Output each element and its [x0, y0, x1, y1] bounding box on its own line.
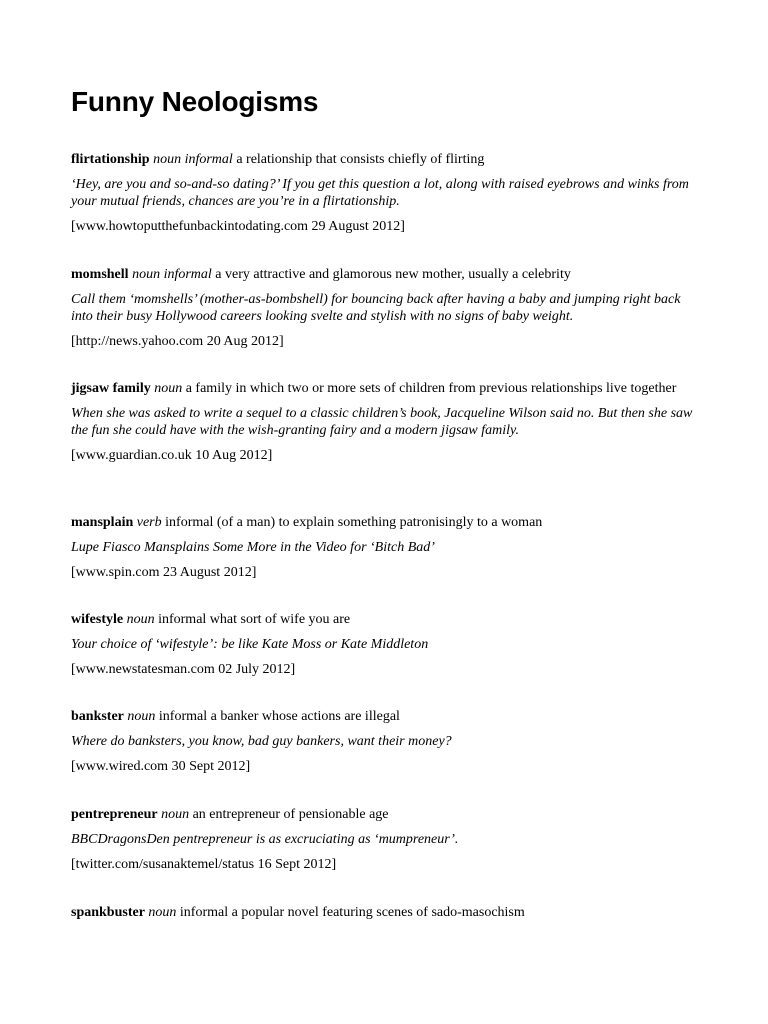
- example-quote: Your choice of ‘wifestyle’: be like Kate Moss or Kate Middleton: [71, 637, 429, 652]
- citation-source: [www.newstatesman.com 02 July 2012]: [71, 662, 296, 677]
- definition-line: [71, 380, 701, 397]
- headword: pentrepreneur: [71, 807, 158, 822]
- headword: flirtationship: [71, 152, 150, 167]
- entry-wifestyle: [71, 611, 701, 678]
- entry-pentrepreneur: [71, 806, 701, 873]
- citation-source: [www.howtoputthefunbackintodating.com 29 August 2012]: [71, 219, 405, 234]
- citation-source: [www.spin.com 23 August 2012]: [71, 565, 257, 580]
- definition: a very attractive and glamorous new mother, usually a celebrity: [211, 267, 571, 282]
- part-of-speech: noun: [154, 381, 183, 396]
- headword: bankster: [71, 709, 124, 724]
- definition-line: [71, 514, 701, 531]
- definition: informal (of a man) to explain something patronisingly to a woman: [161, 515, 543, 530]
- definition-line: [71, 806, 701, 823]
- definition-line: [71, 611, 701, 628]
- entry-bankster: [71, 708, 701, 775]
- part-of-speech: noun: [126, 612, 155, 627]
- definition-line: [71, 708, 701, 725]
- example-quote: Call them ‘momshells’ (mother-as-bombshell) for bouncing back after having a baby and jumping right back into their busy Hollywood careers looking svelte and stylish with no signs of baby weight.: [71, 292, 681, 324]
- entry-spankbuster: [71, 904, 701, 929]
- definition: a relationship that consists chiefly of flirting: [232, 152, 485, 167]
- entry-jigsaw-family: [71, 380, 701, 464]
- citation-source: [www.wired.com 30 Sept 2012]: [71, 759, 251, 774]
- headword: spankbuster: [71, 905, 145, 920]
- headword: momshell: [71, 267, 129, 282]
- entry-flirtationship: [71, 151, 701, 235]
- example-quote: ‘Hey, are you and so-and-so dating?’ If you get this question a lot, along with raised eyebrows and winks from your mutual friends, chances are you’re in a flirtationship.: [71, 177, 689, 209]
- headword: wifestyle: [71, 612, 124, 627]
- part-of-speech: verb: [136, 515, 162, 530]
- definition: informal a popular novel featuring scenes of sado-masochism: [176, 905, 525, 920]
- part-of-speech: noun: [127, 709, 156, 724]
- example-quote: Lupe Fiasco Mansplains Some More in the Video for ‘Bitch Bad’: [71, 540, 435, 555]
- headword: mansplain: [71, 515, 134, 530]
- citation-source: [www.guardian.co.uk 10 Aug 2012]: [71, 448, 273, 463]
- definition-line: [71, 151, 701, 168]
- part-of-speech: noun informal: [153, 152, 233, 167]
- entry-momshell: [71, 266, 701, 350]
- definition-line: [71, 904, 701, 921]
- example-quote: BBCDragonsDen pentrepreneur is as excruciating as ‘mumpreneur’.: [71, 832, 459, 847]
- definition-line: [71, 266, 701, 283]
- citation-source: [twitter.com/susanaktemel/status 16 Sept 2012]: [71, 857, 337, 872]
- part-of-speech: noun: [161, 807, 190, 822]
- example-quote: Where do banksters, you know, bad guy bankers, want their money?: [71, 734, 452, 749]
- example-quote: When she was asked to write a sequel to a classic children’s book, Jacqueline Wilson said no. But then she saw the fun she could have with the wish-granting fairy and a modern jigsaw family.: [71, 406, 693, 438]
- citation-source: [http://news.yahoo.com 20 Aug 2012]: [71, 334, 284, 349]
- definition: informal what sort of wife you are: [154, 612, 351, 627]
- definition: an entrepreneur of pensionable age: [189, 807, 389, 822]
- definition: a family in which two or more sets of children from previous relationships live together: [182, 381, 677, 396]
- part-of-speech: noun informal: [132, 267, 212, 282]
- entry-mansplain: [71, 514, 701, 581]
- headword: jigsaw family: [71, 381, 151, 396]
- definition: informal a banker whose actions are illegal: [155, 709, 400, 724]
- page-title: Funny Neologisms: [71, 86, 319, 117]
- part-of-speech: noun: [148, 905, 177, 920]
